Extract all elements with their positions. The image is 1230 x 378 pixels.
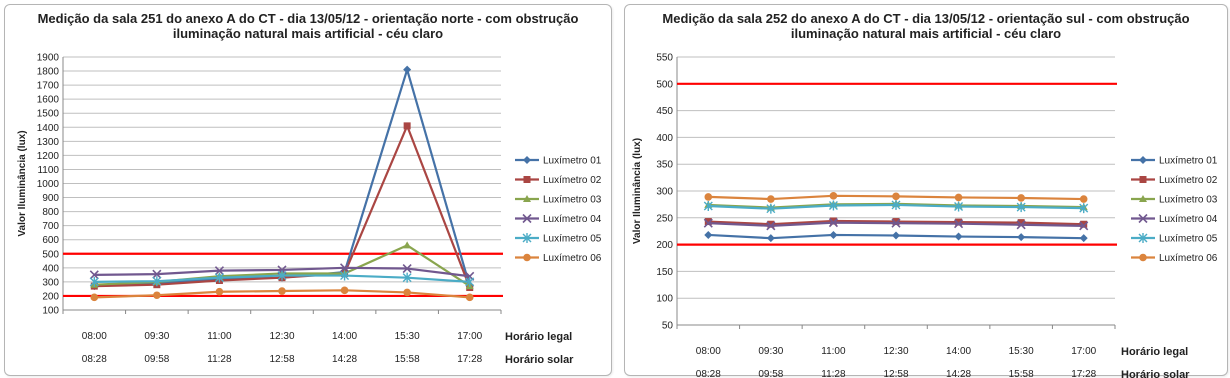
- x-tick-labels-legal: [696, 346, 1097, 357]
- y-tick-label: 300: [42, 277, 59, 289]
- data-point: [892, 231, 900, 239]
- chart-panel-south: [624, 4, 1228, 376]
- x-tick-label-legal: 09:30: [144, 331, 170, 342]
- x-tick-label-legal: 08:00: [81, 331, 107, 342]
- x-tick-label-solar: 09:58: [758, 369, 784, 378]
- legend-marker: [1140, 176, 1147, 183]
- legend-label: Luxímetro 06: [543, 253, 602, 264]
- data-point: [1080, 234, 1088, 242]
- y-tick-label: 500: [42, 249, 59, 261]
- x-tick-label-legal: 12:30: [269, 331, 295, 342]
- x-tick-label-solar: 15:58: [1008, 369, 1034, 378]
- x-tick-label-legal: 17:00: [457, 331, 483, 342]
- legend-item: [515, 253, 602, 264]
- x-tick-labels-legal: [82, 331, 483, 342]
- y-tick-label: 350: [656, 159, 673, 171]
- legend-item: [1131, 156, 1218, 167]
- x-tick-label-solar: 11:28: [821, 369, 846, 378]
- data-point: [403, 241, 411, 248]
- x-tick-label-solar: 14:28: [946, 369, 972, 378]
- chart-plot-north: [5, 5, 611, 375]
- legend-marker: [1139, 254, 1147, 262]
- legend-item: [515, 214, 602, 225]
- row-label-legal: Horário legal: [505, 331, 573, 343]
- data-point: [216, 288, 224, 296]
- data-point: [153, 291, 161, 299]
- legend-label: Luxímetro 02: [543, 175, 602, 186]
- legend-item: [1131, 195, 1218, 206]
- y-tick-label: 200: [42, 291, 59, 303]
- data-point: [404, 122, 411, 129]
- legend-marker: [1139, 156, 1147, 164]
- legend-item: [1131, 253, 1218, 264]
- legend-label: Luxímetro 03: [543, 194, 602, 206]
- chart-title-line-1: Medição da sala 251 do anexo A do CT - dia 13/05/12 - orientação norte - com obstrução: [37, 11, 579, 26]
- data-point: [1080, 195, 1088, 203]
- data-point: [767, 234, 775, 242]
- legend-label: Luxímetro 02: [1159, 175, 1218, 186]
- series-2: [91, 122, 473, 291]
- x-tick-label-solar: 11:28: [207, 354, 232, 365]
- series-1: [704, 231, 1087, 242]
- x-tick-label-legal: 11:00: [207, 331, 232, 342]
- data-point: [829, 231, 837, 239]
- y-axis-title: Valor Iluminância (lux): [17, 130, 28, 237]
- y-tick-label: 400: [42, 263, 59, 275]
- x-tick-label-legal: 08:00: [695, 346, 721, 357]
- y-tick-label: 200: [656, 240, 673, 252]
- x-tick-label-solar: 17:28: [457, 354, 483, 365]
- legend-label: Luxímetro 01: [1159, 155, 1218, 167]
- data-point: [1017, 194, 1025, 202]
- legend-label: Luxímetro 01: [543, 155, 602, 167]
- data-point: [466, 294, 474, 302]
- x-tick-label-legal: 14:00: [332, 331, 358, 342]
- legend: [515, 156, 602, 265]
- y-tick-label: 150: [656, 266, 673, 278]
- y-tick-label: 1500: [36, 108, 59, 120]
- y-tick-label: 100: [42, 305, 59, 317]
- legend-item: [1131, 233, 1218, 245]
- legend-label: Luxímetro 04: [543, 214, 602, 225]
- x-tick-label-legal: 09:30: [758, 346, 784, 357]
- x-tick-label-legal: 15:30: [1008, 346, 1034, 357]
- legend-marker: [524, 176, 531, 183]
- y-axis-title: Valor Iluminância (lux): [632, 137, 643, 245]
- x-tick-label-legal: 17:00: [1071, 346, 1097, 357]
- data-point: [278, 287, 286, 295]
- y-tick-label: 800: [42, 207, 59, 219]
- x-tick-label-legal: 12:30: [883, 346, 909, 357]
- y-tick-label: 1300: [36, 136, 59, 148]
- x-tick-label-solar: 08:28: [81, 354, 107, 365]
- y-tick-label: 1000: [36, 179, 59, 190]
- y-tick-label: 1100: [37, 164, 59, 176]
- data-point: [955, 194, 963, 202]
- legend: [1131, 156, 1218, 265]
- data-point: [892, 193, 900, 201]
- chart-title-line-2: iluminação natural mais artificial - céu claro: [790, 26, 1062, 41]
- y-tick-label: 1800: [36, 66, 59, 78]
- legend-item: [515, 175, 602, 186]
- legend-item: [515, 156, 602, 167]
- legend-item: [515, 195, 602, 206]
- y-tick-label: 1400: [36, 122, 59, 134]
- legend-item: [1131, 214, 1218, 225]
- data-point: [1017, 233, 1025, 241]
- data-point: [403, 289, 411, 297]
- data-point: [90, 294, 98, 302]
- legend-item: [515, 233, 602, 245]
- x-tick-label-solar: 15:58: [394, 354, 420, 365]
- y-tick-label: 50: [661, 320, 673, 332]
- series-line: [94, 126, 469, 288]
- y-tick-label: 450: [656, 106, 673, 118]
- y-tick-label: 600: [42, 235, 59, 247]
- y-tick-label: 250: [656, 213, 673, 225]
- x-tick-label-legal: 11:00: [821, 346, 846, 357]
- x-tick-label-solar: 14:28: [332, 354, 358, 365]
- x-tick-label-solar: 08:28: [695, 369, 721, 378]
- y-tick-labels: [37, 53, 60, 317]
- data-point: [955, 233, 963, 241]
- x-tick-labels-solar: [82, 354, 483, 365]
- data-point: [830, 192, 838, 200]
- y-tick-label: 300: [656, 186, 673, 198]
- data-point: [403, 66, 411, 74]
- data-point: [341, 287, 349, 295]
- data-point: [704, 193, 712, 201]
- x-tick-label-legal: 15:30: [394, 331, 420, 342]
- x-tick-labels-solar: [696, 369, 1097, 378]
- legend-label: Luxímetro 04: [1159, 214, 1218, 225]
- chart-panel-north: [4, 4, 612, 376]
- y-tick-label: 1200: [36, 150, 59, 162]
- chart-title-line-1: Medição da sala 252 do anexo A do CT - dia 13/05/12 - orientação sul - com obstrução: [662, 11, 1190, 26]
- legend-label: Luxímetro 03: [1159, 194, 1218, 206]
- legend-label: Luxímetro 05: [1159, 233, 1218, 245]
- gridlines: [677, 57, 1115, 325]
- legend-marker: [523, 254, 531, 262]
- chart-title-line-2: iluminação natural mais artificial - céu claro: [172, 26, 444, 41]
- y-tick-label: 1900: [36, 52, 59, 64]
- y-tick-label: 1600: [36, 94, 59, 106]
- x-tick-label-solar: 12:58: [269, 354, 295, 365]
- y-tick-label: 100: [656, 293, 673, 305]
- data-point: [767, 195, 775, 203]
- legend-label: Luxímetro 05: [543, 233, 602, 245]
- x-tick-label-legal: 14:00: [946, 346, 972, 357]
- data-point: [704, 231, 712, 239]
- y-tick-label: 700: [42, 221, 59, 233]
- legend-item: [1131, 175, 1218, 186]
- y-tick-label: 1700: [36, 80, 59, 92]
- series-6: [90, 287, 473, 302]
- legend-label: Luxímetro 06: [1159, 253, 1218, 264]
- y-tick-labels: [656, 53, 673, 332]
- chart-plot-south: [625, 5, 1227, 378]
- x-tick-label-solar: 09:58: [144, 354, 170, 365]
- y-tick-label: 500: [656, 79, 673, 91]
- x-tick-label-solar: 17:28: [1071, 369, 1097, 378]
- y-tick-label: 400: [656, 132, 673, 144]
- x-tick-label-solar: 12:58: [883, 369, 909, 378]
- row-label-solar: Horário solar: [1121, 369, 1190, 378]
- row-label-legal: Horário legal: [1121, 346, 1189, 358]
- legend-marker: [523, 156, 531, 164]
- y-tick-label: 550: [656, 52, 673, 64]
- row-label-solar: Horário solar: [505, 354, 574, 366]
- y-tick-label: 900: [42, 193, 59, 205]
